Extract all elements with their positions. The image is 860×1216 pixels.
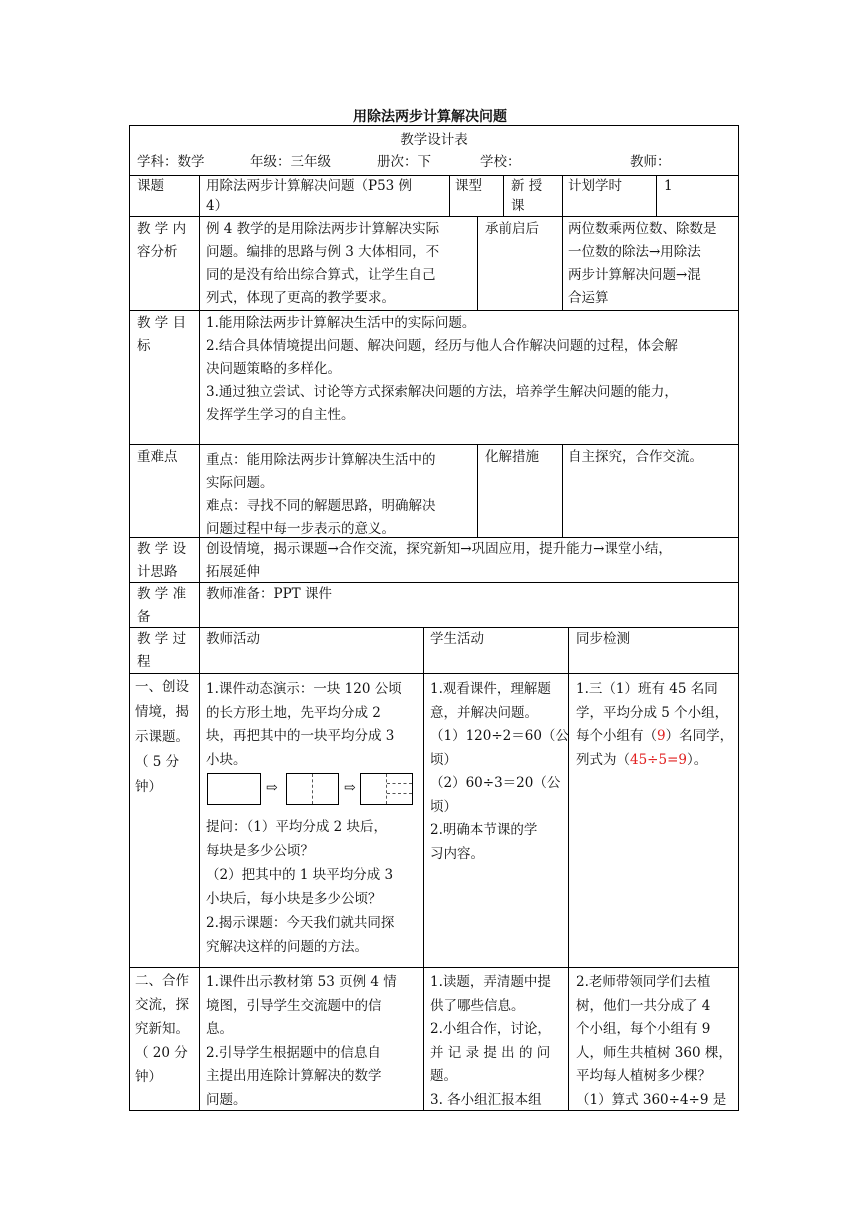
grade-label: 年级：三年级: [250, 154, 331, 170]
continuity-content: 两位数乘两位数、除数是 一位数的除法→用除法 两步计算解决问题→混 合运算: [568, 221, 717, 306]
stage2-check: 2.老师带领同学们去植 树，他们一共分成了 4 个小组，每个小组有 9 人，师生共植树 360 棵， 平均每人植树多少棵？ （1）算式 360÷4÷9 是: [576, 974, 732, 1108]
sync-check-header: 同步检测: [576, 631, 630, 647]
arrow-right-icon: ⇨: [266, 780, 278, 796]
table-title: 教学设计表: [400, 132, 468, 148]
lesson-plan-table: [129, 125, 739, 1110]
arrow-right-icon: ⇨: [344, 780, 356, 796]
stage1-label: 一、创设 情境，揭 示课题。 （ 5 分 钟）: [135, 679, 189, 795]
answer-expression: 45÷5=9: [630, 751, 687, 768]
goals-content: 1.能用除法两步计算解决生活中的实际问题。 2.结合具体情境提出问题、解决问题，经历与他人合作解决问题的过程，体会解 决问题策略的多样化。 3.通过独立尝试、讨论等方式探索解决问题的方法，培养学生解决问题的能力， 发挥学生学习的自主性。: [206, 315, 678, 423]
planned-hours-value: 1: [664, 178, 673, 194]
student-activity-header: 学生活动: [430, 631, 484, 647]
subject-label: 学科：数学: [137, 154, 205, 170]
analysis-content: 例 4 教学的是用除法两步计算解决实际 问题。编排的思路与例 3 大体相同，不 同的是没有给出综合算式，让学生自己 列式，体现了更高的教学要求。: [206, 221, 440, 306]
teacher-activity-header: 教师活动: [206, 631, 260, 647]
process-label: 教 学 过 程: [137, 631, 187, 670]
stage2-student: 1.读题，弄清题中提 供了哪些信息。 2.小组合作，讨论， 并 记 录 提 出 的 问 题。 3. 各小组汇报本组: [430, 974, 551, 1108]
stage1-teacher-bottom: 提问：（1）平均分成 2 块后， 每块是多少公顷？ （2）把其中的 1 块平均分成 3 小块后，每小块是多少公顷？ 2.揭示课题：今天我们就共同探 究解决这样的问题的方法。: [206, 819, 395, 955]
stage1-student: 1.观看课件，理解题 意，并解决问题。 （1）120÷2＝60（公 顷） （2）60÷3＝20（公 顷） 2.明确本节课的学 习内容。: [430, 681, 569, 862]
stage2-teacher: 1.课件出示教材第 53 页例 4 情 境图，引导学生交流题中的信 息。 2.引导学生根据题中的信息自 主提出用连除计算解决的数学 问题。: [206, 974, 397, 1108]
document-title: 用除法两步计算解决问题: [353, 109, 507, 125]
prep-content: 教师准备：PPT 课件: [206, 586, 332, 602]
design-label: 教 学 设 计思路: [137, 541, 187, 580]
land-halves-rect: [286, 773, 339, 805]
teacher-label: 教师：: [630, 154, 671, 170]
key-points-content: 重点：能用除法两步计算解决生活中的 实际问题。 难点：寻找不同的解题思路，明确解决 问题过程中每一步表示的意义。: [206, 452, 436, 537]
goals-label: 教 学 目 标: [137, 315, 187, 354]
design-content: 创设情境，揭示课题→合作交流，探究新知→巩固应用，提升能力→课堂小结， 拓展延伸: [206, 541, 672, 580]
topic-label: 课题: [137, 178, 164, 194]
lesson-type-value: 新 授 课: [511, 178, 543, 214]
resolution-content: 自主探究，合作交流。: [568, 449, 703, 465]
answer-9: 9: [657, 728, 666, 744]
volume-label: 册次：下: [377, 154, 431, 170]
stage1-check: 1.三（1）班有 45 名同 学，平均分成 5 个小组， 每个小组有（9）名同学， 列式为（45÷5=9）。: [576, 681, 734, 768]
stage2-label: 二、合作 交流，探 究新知。 （ 20 分 钟）: [135, 973, 189, 1085]
resolution-label: 化解措施: [485, 449, 539, 465]
prep-label: 教 学 准 备: [137, 586, 187, 625]
land-sixths-rect: [360, 773, 413, 805]
lesson-type-label: 课型: [455, 178, 482, 194]
topic-value: 用除法两步计算解决问题（P53 例 4）: [206, 178, 413, 214]
continuity-label: 承前启后: [485, 221, 539, 237]
planned-hours-label: 计划学时: [568, 178, 622, 194]
analysis-label: 教 学 内 容分析: [137, 221, 187, 260]
land-whole-rect: [207, 773, 261, 805]
school-label: 学校：: [480, 154, 521, 170]
stage1-teacher-top: 1.课件动态演示：一块 120 公顷 的长方形土地，先平均分成 2 块，再把其中的一块平均分成 3 小块。: [206, 681, 402, 768]
key-points-label: 重难点: [137, 449, 178, 465]
